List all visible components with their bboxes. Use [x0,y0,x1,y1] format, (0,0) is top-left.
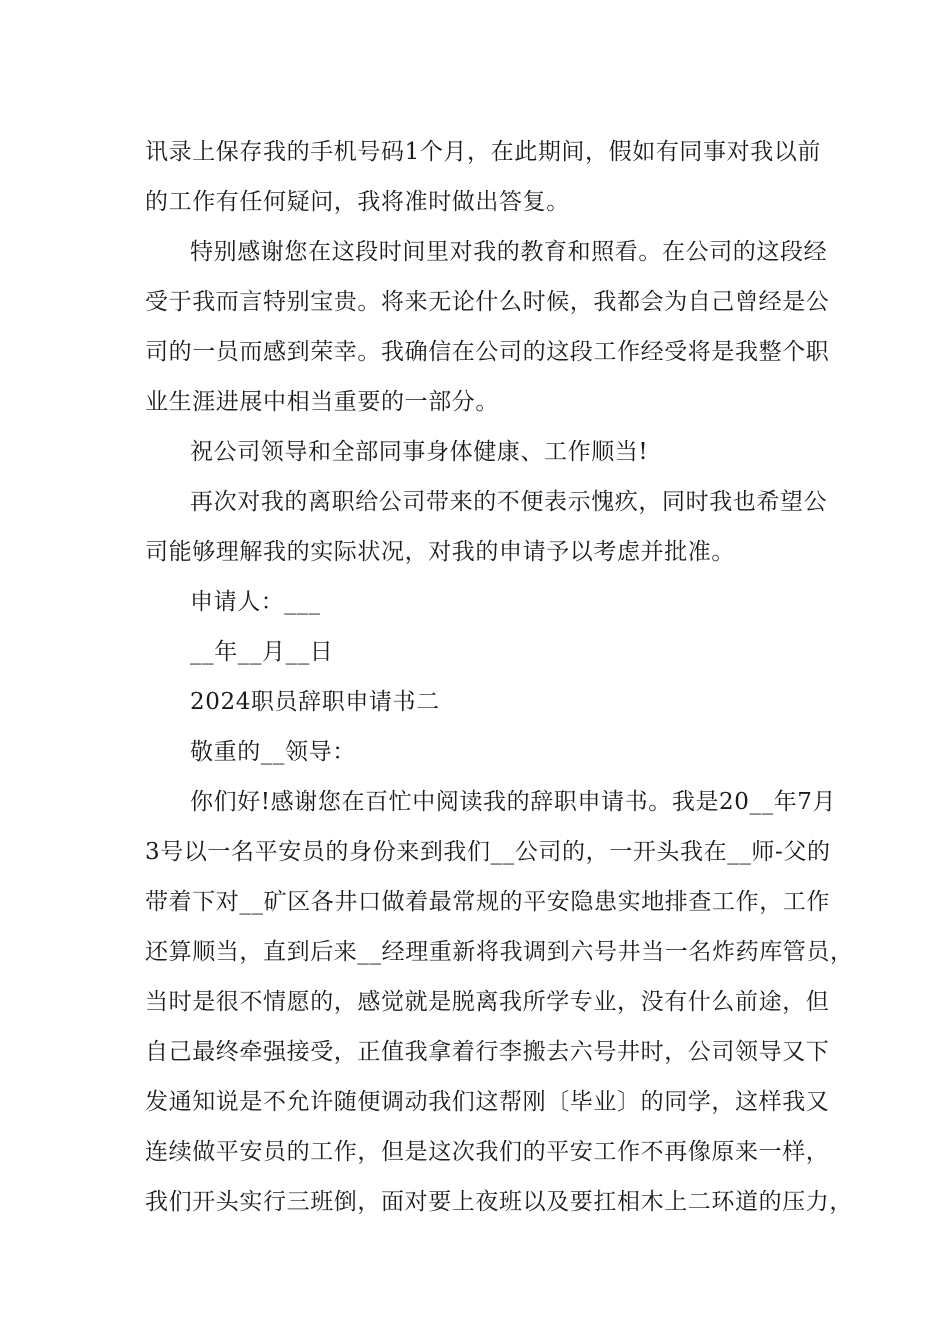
applicant-line: 申请人：___ [190,589,321,615]
text-line: 业生涯进展中相当重要的一部分。 [145,389,499,415]
text-line: 当时是很不情愿的，感觉就是脱离我所学专业，没有什么前途，但 [145,989,830,1015]
salutation-line: 敬重的__领导： [190,739,356,765]
text-line: 还算顺当，直到后来__经理重新将我调到六号井当一名炸药库管员， [145,939,854,965]
paragraph-start-line: 特别感谢您在这段时间里对我的教育和照看。在公司的这段经 [190,239,828,265]
text-line: 讯录上保存我的手机号码1个月，在此期间，假如有同事对我以前 [145,139,822,165]
text-line: 自己最终牵强接受，正值我拿着行李搬去六号井时，公司领导又下 [145,1039,830,1065]
section-title: 2024职员辞职申请书二 [190,689,440,715]
text-line: 受于我而言特别宝贵。将来无论什么时候，我都会为自己曾经是公 [145,289,830,315]
text-line: 的工作有任何疑问，我将准时做出答复。 [145,189,570,215]
text-line: 司能够理解我的实际状况，对我的申请予以考虑并批准。 [145,539,735,565]
date-line: __年__月__日 [190,639,334,665]
text-line: 司的一员而感到荣幸。我确信在公司的这段工作经受将是我整个职 [145,339,830,365]
paragraph-start-line: 再次对我的离职给公司带来的不便表示愧疚，同时我也希望公 [190,489,828,515]
paragraph-start-line: 祝公司领导和全部同事身体健康、工作顺当! [190,439,649,465]
text-line: 连续做平安员的工作，但是这次我们的平安工作不再像原来一样， [145,1139,830,1165]
text-line: 带着下对__矿区各井口做着最常规的平安隐患实地排查工作，工作 [145,889,830,915]
text-line: 我们开头实行三班倒，面对要上夜班以及要扛相木上二环道的压力， [145,1189,853,1215]
text-line: 发通知说是不允许随便调动我们这帮刚〔毕业〕的同学，这样我又 [145,1089,830,1115]
text-line: 3号以一名平安员的身份来到我们__公司的，一开头我在__师-父的 [145,839,831,865]
paragraph-start-line: 你们好!感谢您在百忙中阅读我的辞职申请书。我是20__年7月 [190,789,837,815]
